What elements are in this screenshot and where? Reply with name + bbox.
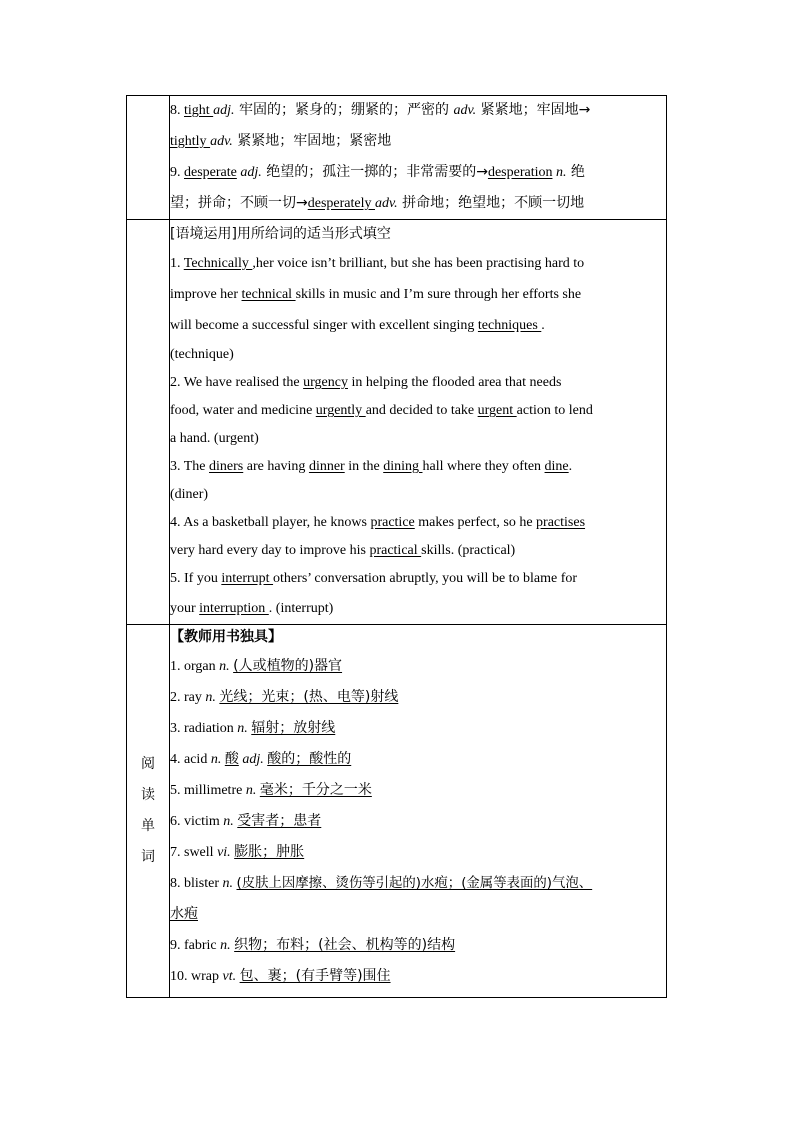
- exercise-line: 3. The diners are having dinner in the dining hall where they often dine.: [170, 459, 573, 474]
- exercise-line: 5. If you interrupt others’ conversation abruptly, you will be to blame for: [170, 571, 578, 586]
- exercise-line: improve her technical skills in music and I’m sure through her efforts she: [170, 287, 582, 302]
- table-row: [127, 220, 667, 625]
- word-line: 水疱: [170, 906, 198, 922]
- word-line: 10. wrap vt. 包、裹；(有手臂等)围住: [170, 968, 391, 984]
- exercise-line: (technique): [170, 347, 234, 362]
- entry-line: tightly adv. 紧紧地；牢固地；紧密地: [170, 133, 392, 149]
- word-line: 6. victim n. 受害者；患者: [170, 813, 322, 829]
- word-line: 1. organ n. (人或植物的)器官: [170, 658, 343, 674]
- exercise-line: will become a successful singer with excellent singing techniques .: [170, 318, 545, 333]
- table-row: [127, 625, 667, 998]
- side-cell-empty: [127, 96, 170, 220]
- word-line: 4. acid n. 酸 adj. 酸的；酸性的: [170, 751, 352, 767]
- teacher-book-heading: 【教师用书独具】: [170, 629, 282, 645]
- exercise-line: 1. Technically ,her voice isn’t brilliant, but she has been practising hard to: [170, 256, 585, 271]
- section-label: 阅 读 单 词: [127, 625, 170, 998]
- word-line: 5. millimetre n. 毫米；千分之一米: [170, 782, 372, 798]
- word-line: 2. ray n. 光线；光束；(热、电等)射线: [170, 689, 399, 705]
- side-cell-empty: [127, 220, 170, 625]
- exercise-heading: [语境运用]用所给词的适当形式填空: [170, 226, 391, 242]
- entry-line: 9. desperate adj. 绝望的；孤注一掷的；非常需要的→desperation n. 绝: [170, 164, 585, 180]
- exercise-line: 2. We have realised the urgency in helping the flooded area that needs: [170, 375, 562, 390]
- entry-line: 望；拼命；不顾一切→desperately adv. 拼命地；绝望地；不顾一切地: [170, 195, 585, 211]
- word-line: 9. fabric n. 织物；布料；(社会、机构等的)结构: [170, 937, 456, 953]
- exercise-line: food, water and medicine urgently and decided to take urgent action to lend: [170, 403, 593, 418]
- exercise-line: a hand. (urgent): [170, 431, 259, 446]
- word-line: 7. swell vi. 膨胀；肿胀: [170, 844, 305, 860]
- table-row: [127, 96, 667, 220]
- exercise-line: your interruption . (interrupt): [170, 601, 334, 616]
- reading-words-cell: [170, 625, 667, 998]
- exercise-line: (diner): [170, 487, 209, 502]
- exercise-line: 4. As a basketball player, he knows practice makes perfect, so he practises: [170, 515, 586, 530]
- word-line: 8. blister n. (皮肤上因摩擦、烫伤等引起的)水疱；(金属等表面的)气泡、: [170, 876, 593, 891]
- exercise-cell: [170, 220, 667, 625]
- entry-line: 8. tight adj. 牢固的；紧身的；绷紧的；严密的 adv. 紧紧地；牢固地→: [170, 102, 591, 118]
- exercise-line: very hard every day to improve his practical skills. (practical): [170, 543, 516, 558]
- vocab-table: [126, 95, 667, 998]
- word-line: 3. radiation n. 辐射；放射线: [170, 720, 336, 736]
- word-entries-cell: [170, 96, 667, 220]
